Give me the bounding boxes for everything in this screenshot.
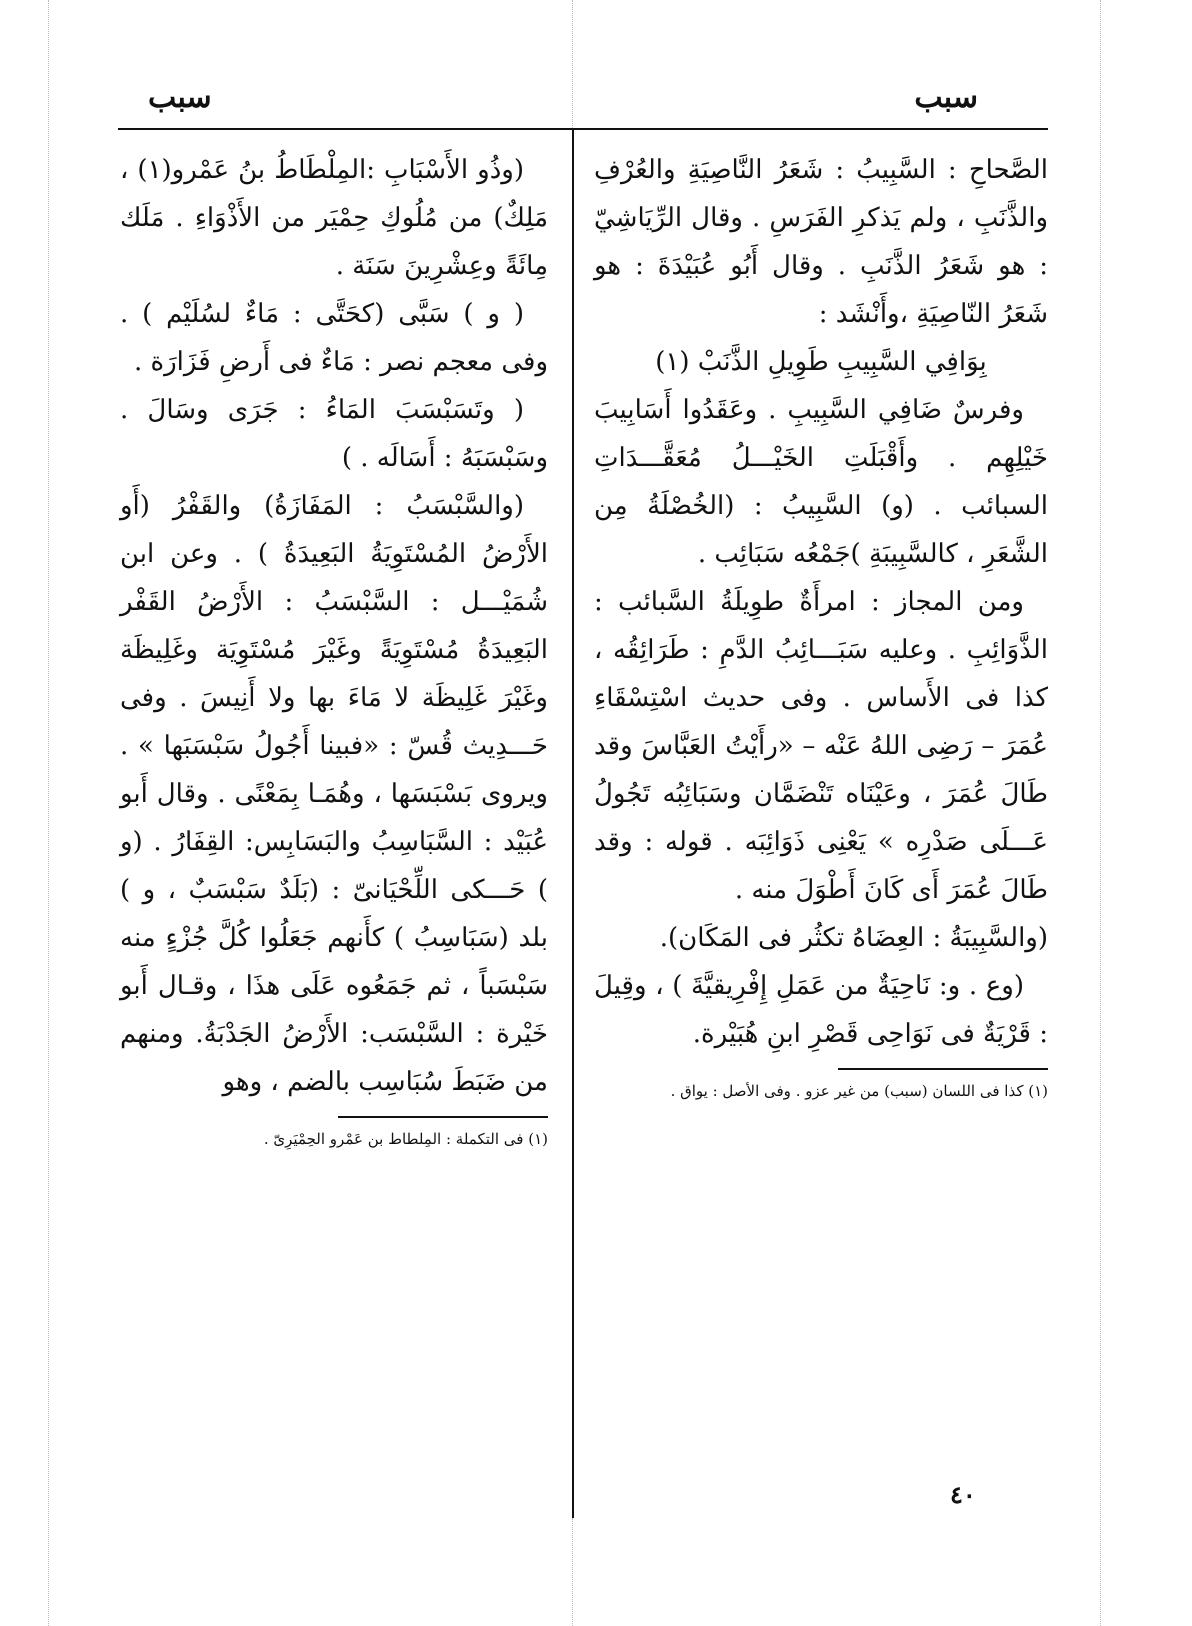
footnote: (١) كذا فى اللسان (سبب) من غير عزو . وفى الأصل : يواق .: [670, 1082, 1048, 1100]
running-head-right: سبب: [914, 80, 978, 115]
entry-paragraph: ( و ) سَبَّى (كحَتَّى : مَاءٌ لسُلَيْم ) . وفى معجم نصر : مَاءٌ فى أَرضِ فَزَارَة .: [120, 299, 548, 377]
entry-paragraph: (وذُو الأَسْبَابِ :المِلْطَاطُ بنُ عَمْرو(١) ، مَلِكٌ) من مُلُوكِ حِمْيَر من الأَذْوَاءِ . مَلَك مِائَةً وعِشْرِينَ سَنَة .: [120, 155, 548, 281]
header-rule: [118, 128, 1048, 130]
running-head-left: سبب: [148, 80, 212, 115]
entry-paragraph: الصَّحاحِ : السَّبِيبُ : شَعَرُ النَّاصِيَةِ والعُرْفِ والذَّنَبِ ، ولم يَذكرِ الفَرَسِ . وقال الرِّيَاشِيّ : هو شَعَرُ الذَّنَبِ . وقال أَبُو عُبَيْدَةَ : هو شَعَرُ النّاصِيَةِ ،وأَنْشَد :: [594, 155, 1048, 329]
column-divider: [572, 128, 574, 1518]
entry-paragraph: ومن المجاز : امرأَةٌ طوِيلَةُ السَّبائب : الذَّوَائِبِ . وعليه سَبَـــائِبُ الدَّمِ : طَرَائِقُه ، كذا فى الأَساس . وفى حديث اسْتِسْقَاءِ عُمَرَ – رَضِى اللهُ عَنْه – «رأَيْتُ العَبَّاسَ وقد طَالَ عُمَرَ ، وعَيْنَاه تَنْضَمَّان وسَبَائِبُه تَجُولُ عَـــلَى صَدْرِه » يَعْنِى ذَوَائِبَه . قوله : وقد طَالَ عُمَرَ أَى كَانَ أَطْوَلَ منه .: [594, 587, 1048, 905]
entry-paragraph: وفرسٌ ضَافِي السَّبِيبِ . وعَقَدُوا أَسَابِيبَ خَيْلِهِم . وأَقْبَلَتِ الخَيْـــلُ مُعَقَّـــدَاتِ السبائب . (و) السَّبِيبُ : (الخُصْلَةُ مِن الشَّعَرِ ، كالسَّبِيبَةِ )جَمْعُه سَبَائِب .: [594, 395, 1048, 569]
scan-artifact-line: [1100, 0, 1101, 1626]
entry-paragraph: ( وتَسَبْسَبَ المَاءُ : جَرَى وسَالَ . وسَبْسَبَهُ : أَسَالَه . ): [120, 395, 548, 473]
scan-artifact-line: [572, 0, 573, 128]
footnote-rule: [838, 1068, 1048, 1070]
entry-paragraph: (وع . و: نَاحِيَةٌ من عَمَلِ إِفْرِيقيَّةَ ) ، وقِيلَ : قَرْيَةٌ فى نَوَاحِى قَصْرِ ابنِ هُبَيْرة.: [594, 971, 1048, 1049]
scan-artifact-line: [572, 1518, 573, 1626]
page-number: ٤٠: [950, 1480, 976, 1509]
left-column: [120, 146, 548, 1152]
right-column: [594, 146, 1048, 1104]
entry-paragraph: (والسَّبْسَبُ : المَفَازَةُ) والقَفْرُ (أَو الأَرْضُ المُسْتَوِيَةُ البَعِيدَةُ ) . وعن ابن شُمَيْـــل : السَّبْسَبُ : الأَرْضُ القَفْر البَعِيدَةُ مُسْتَوِيَةً وغَيْرَ مُسْتَوِيَة وغَلِيظَة وغَيْرَ غَلِيظَة لا مَاءَ بها ولا أَنِيسَ . وفى حَـــدِيث قُسّ : «فبينا أَجُولُ سَبْسَبَها » . ويروى بَسْبَسَها ، وهُمَـا بِمَعْنًى . وقال أَبو عُبَيْد : السَّبَاسِبُ والبَسَابِس: القِفَارُ . (و ) حَـــكى اللِّحْيَانىّ : (بَلَدٌ سَبْسَبٌ ، و ) بلد (سَبَاسِبُ ) كأَنهم جَعَلُوا كُلَّ جُزْءٍ منه سَبْسَباً ، ثم جَمَعُوه عَلَى هذَا ، وقـال أَبو خَيْرة : السَّبْسَب: الأَرْضُ الجَدْبَةُ. ومنهم من ضَبَطَ سُبَاسِب بالضم ، وهو: [120, 491, 548, 1097]
verse-line: بِوَافِي السَّبِيبِ طَوِيلِ الذَّنَبْ (١): [655, 347, 987, 377]
scan-artifact-line: [48, 0, 49, 1626]
entry-paragraph: (والسَّبِيبَةُ : العِضَاهُ تكثُر فى المَكَان).: [659, 923, 1048, 953]
footnote-rule: [338, 1116, 548, 1118]
footnote: (١) فى التكملة : المِلطاط بن عَمْرو الحِمْيَرِىّ .: [263, 1130, 548, 1148]
